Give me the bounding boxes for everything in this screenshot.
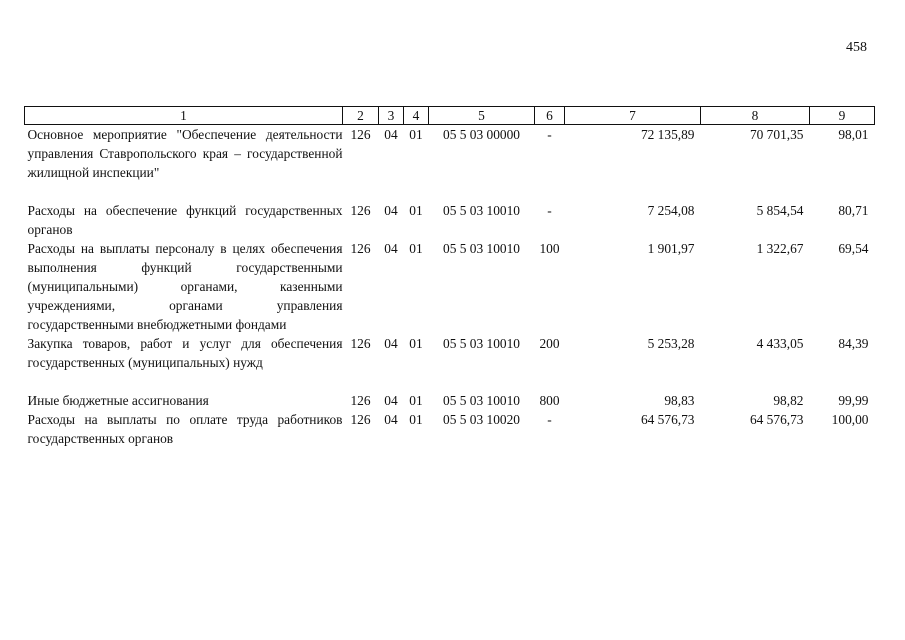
table-row <box>25 201 875 239</box>
row-name: Иные бюджетные ассигнования <box>27 393 209 408</box>
row-ministry-code: 126 <box>350 241 371 256</box>
row-section-code: 04 <box>384 241 398 256</box>
row-section-code: 04 <box>384 393 398 408</box>
table-row <box>25 125 875 202</box>
row-value-7: 5 253,28 <box>647 336 695 351</box>
row-subsection-code: 01 <box>409 393 423 408</box>
row-target-article: 05 5 03 10010 <box>443 203 520 218</box>
table-row <box>25 239 875 334</box>
row-section-code: 04 <box>384 203 398 218</box>
page-number: 458 <box>846 40 867 55</box>
row-name: Основное мероприятие "Обеспечение деятельности управления Ставропольского края – государственной жилищной инспекции" <box>27 127 343 180</box>
row-value-7: 72 135,89 <box>640 127 695 142</box>
table-row <box>25 334 875 391</box>
header-col-2: 2 <box>343 107 379 125</box>
row-name: Расходы на выплаты по оплате труда работников государственных органов <box>27 412 343 446</box>
header-col-6: 6 <box>535 107 565 125</box>
header-col-7: 7 <box>565 107 701 125</box>
row-expense-type: - <box>547 203 552 218</box>
table-header <box>25 107 875 125</box>
row-subsection-code: 01 <box>409 203 423 218</box>
header-col-9: 9 <box>810 107 875 125</box>
row-value-7: 98,83 <box>664 393 695 408</box>
row-ministry-code: 126 <box>350 336 371 351</box>
row-subsection-code: 01 <box>409 412 423 427</box>
row-value-7: 7 254,08 <box>647 203 695 218</box>
row-section-code: 04 <box>384 412 398 427</box>
row-value-9: 98,01 <box>838 127 869 142</box>
row-value-9: 100,00 <box>831 412 869 427</box>
row-name: Закупка товаров, работ и услуг для обеспечения государственных (муниципальных) нужд <box>27 336 343 370</box>
row-section-code: 04 <box>384 336 398 351</box>
row-name: Расходы на выплаты персоналу в целях обеспечения выполнения функций государственными (муниципальными) органами, казенными учреждениями, органами управления государственными внебюджетными фондами <box>27 241 343 332</box>
row-value-8: 5 854,54 <box>756 203 804 218</box>
budget-table <box>24 106 875 448</box>
row-expense-type: 800 <box>539 393 560 408</box>
row-value-9: 84,39 <box>838 336 869 351</box>
header-row <box>25 107 875 125</box>
row-section-code: 04 <box>384 127 398 142</box>
header-col-8: 8 <box>701 107 810 125</box>
header-col-3: 3 <box>379 107 404 125</box>
row-value-8: 64 576,73 <box>749 412 804 427</box>
row-value-9: 99,99 <box>838 393 869 408</box>
row-ministry-code: 126 <box>350 203 371 218</box>
row-target-article: 05 5 03 10010 <box>443 241 520 256</box>
header-col-4: 4 <box>404 107 429 125</box>
row-value-8: 1 322,67 <box>756 241 804 256</box>
row-subsection-code: 01 <box>409 127 423 142</box>
row-name: Расходы на обеспечение функций государственных органов <box>27 203 343 237</box>
table-row <box>25 410 875 448</box>
row-value-7: 1 901,97 <box>647 241 695 256</box>
table-body <box>25 125 875 449</box>
row-subsection-code: 01 <box>409 336 423 351</box>
row-value-7: 64 576,73 <box>640 412 695 427</box>
header-col-5: 5 <box>429 107 535 125</box>
row-target-article: 05 5 03 00000 <box>443 127 520 142</box>
row-expense-type: - <box>547 127 552 142</box>
row-target-article: 05 5 03 10020 <box>443 412 520 427</box>
row-ministry-code: 126 <box>350 127 371 142</box>
row-expense-type: 200 <box>539 336 560 351</box>
header-col-1: 1 <box>25 107 343 125</box>
row-value-9: 69,54 <box>838 241 869 256</box>
row-value-8: 4 433,05 <box>756 336 804 351</box>
row-subsection-code: 01 <box>409 241 423 256</box>
row-ministry-code: 126 <box>350 412 371 427</box>
table-row <box>25 391 875 410</box>
row-target-article: 05 5 03 10010 <box>443 393 520 408</box>
row-expense-type: - <box>547 412 552 427</box>
row-ministry-code: 126 <box>350 393 371 408</box>
row-value-9: 80,71 <box>838 203 869 218</box>
row-expense-type: 100 <box>539 241 560 256</box>
row-target-article: 05 5 03 10010 <box>443 336 520 351</box>
row-value-8: 98,82 <box>773 393 804 408</box>
row-value-8: 70 701,35 <box>749 127 804 142</box>
